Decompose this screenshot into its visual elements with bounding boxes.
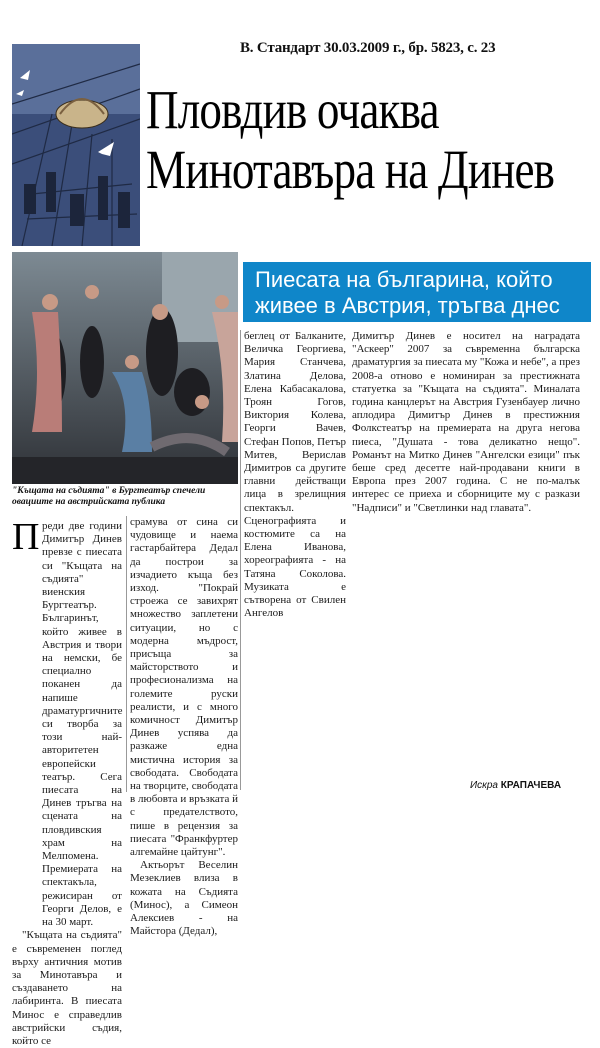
article-column-2 <box>130 516 238 939</box>
article-paragraph: срамува от сина си чудовище и наема гастарбайтера Дедал да построи за изчадието къща без изход. "Покрай строежа се завихрят множество заплетени ситуации, но с модерна мъдрост, присъща за майсторството и професионализма на големите руски реалисти, и с много комичност Димитър Динев успява да разкаже една мистична история за свободата. Свободата на творците, свободата в любовта и връзката й с предателството, пише в рецензия за пиесата "Франкфуртер алгемайне цайтунг". <box>130 516 238 859</box>
subheadline-line-2: живее в Австрия, тръгва днес <box>255 293 560 318</box>
article-paragraph: "Къщата на съдията" е съвременен поглед върху античния мотив за Минотавъра и създаването на лабиринта. В пиесата Минос е справедлив австрийски съдия, който се <box>12 929 122 1047</box>
stage-photo <box>12 252 238 484</box>
article-paragraph: беглец от Балканите, Величка Георгиева, Мария Станчева, Златина Делова, Елена Кабасакалова, Троян Гогов, Виктория Колева, Георги Вачев, Стефан Попов, Петър Митев, Верислав Димитров са другите главни действащи лица в зрелищния спектакъл. Сценографията и костюмите са на Елена Иванова, хореографията - на Татяна Соколова. Музиката е сътворена от Свилен Ангелов <box>244 330 347 620</box>
subheadline-line-1: Пиесата на българина, който <box>255 267 553 292</box>
article-paragraph: Димитър Динев е носител на наградата "Аскеер" 2007 за съвременна българска драматургия за пиесата му "Кожа и небе", а през 2008-а отново е номиниран за престижната статуетка за "Къщата на съдията". Миналата година канцлерът на Австрия Гузенбауер лично аплодира Димитър Динев в престижния Фолкстеатър на премиерата на друга негова пиеса, "Душата - това деликатно нещо". Романът на Митко Динев "Ангелски езици" пък беше сред десетте най-продавани книги в Европа през 2007 година. С не по-малък интерес се приеха и сборниците му с разкази "Надписи" и "Светлинки над главата". <box>352 330 580 514</box>
column-divider <box>126 516 127 792</box>
drop-cap: П <box>12 516 40 558</box>
article-column-1 <box>12 516 123 1048</box>
headline-line-1: Пловдив очаква <box>146 79 439 140</box>
author-last-name: КРАПАЧЕВА <box>500 780 562 791</box>
article-paragraph: реди две години Димитър Динев превзе с пиесата си "Къщата на съдията" виенския Бургтеатър. Българинът, който живее в Австрия и твори на немски, бе специално поканен да напише драматургичните си творба за този най-авторитетен европейски театър. Сега пиесата на Динев тръгва на сцената на пловдивския храм на Мелпомена. Премиерата на спектакъла, режисиран от Георги Делов, е на 30 март. <box>42 520 123 929</box>
article-paragraph: Актьорът Веселин Мезеклиев влиза в кожата на Съдията (Минос), а Симеон Алексиев - на Майстора (Дедал), <box>130 859 238 938</box>
headline <box>146 79 555 200</box>
source-line: В. Стандарт 30.03.2009 г., бр. 5823, с. 23 <box>240 40 496 56</box>
subheadline-box <box>243 262 591 322</box>
article-column-3 <box>244 330 346 620</box>
author-byline <box>470 780 561 791</box>
column-divider <box>240 330 241 790</box>
article-column-4 <box>352 330 580 515</box>
header-illustration <box>12 44 140 246</box>
headline-line-2: Минотавъра на Динев <box>146 139 555 200</box>
photo-caption: "Къщата на съдията" в Бургтеатър спечели овациите на австрийската публика <box>12 486 206 507</box>
author-first-name: Искра <box>470 780 498 791</box>
